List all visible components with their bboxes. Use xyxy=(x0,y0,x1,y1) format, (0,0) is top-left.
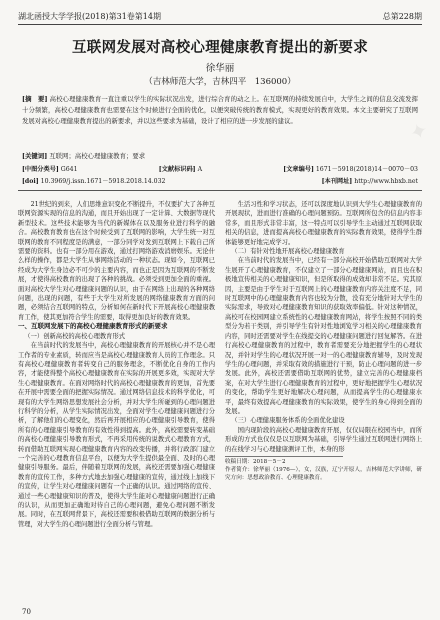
subsection-heading-1: （一）创新高校的高校心理教育形式 xyxy=(24,332,126,340)
author-affiliation: （吉林师范大学，吉林四平 136000） xyxy=(144,77,296,87)
abstract-text: 高校心理健康教育一直注重以学生的实际状况出发，进行综合育的动之上。在互联网的持续发展自中，大学生之间的信息交流发挥十分频繁，高校心理健康教育也需要在这个时候进行全面的优化，以便突破传统的教育模式，实现更好的教育效果。本文主要研究了互联网发展对高校心理健康教育提出的新要求，并以这些要求为基础，设计了相应的进一步发展的建议。 xyxy=(22,95,418,125)
doc-code: [文献标识码] A xyxy=(158,166,203,173)
clc-code: [中图分类号] G641 xyxy=(22,166,78,173)
subsection-heading-3: （三）心理健康服务体系的全面优化建设 xyxy=(231,417,345,425)
body-columns xyxy=(18,200,422,602)
page-number: 70 xyxy=(22,608,31,616)
doi-row xyxy=(22,176,418,185)
body-paragraph: 在当前时代的发展当中，已经有一部分高校开始借助互联网对大学生展开了心理健康教育，不仅建立了一部分心理健康网站，而且也在积极地宣传相关的心理健康知识，但是所取得的成效却非常不足。究其原因，主要是由于学生对于互联网上的心理健康教育内容关注度不足，同时互联网中的心理健康教育内容也较为分散，没有充分地针对大学生的实际需求，导致对心理健康教育知识的获取效率偏低。针对这种情况，高校可在校园网建立系统性的心理健康教育网站，将学生按照不同的类型分为若干类别，并引导学生有针对性地浏览学习相关的心理健康教育内容，同时还需要对学生在线提交的心理健康问题进行回复解答。在进行高校心理健康教育的过程中，教育者需要充分地把握学生的心理状况，并针对学生的心理状况开展一对一的心理健康教育辅导，及时发现学生的心理问题，并采取有效的措施进行干预，防止心理问题的进一步发展。此外，高校还需要借助互联网的优势，建立完善的心理健康档案，在对大学生进行心理健康教育的过程中，更好地把握学生心理状况的变化，帮助学生更好地解决心理问题，从而提高学生的心理健康水平，最终有效提高心理健康教育的实际效果，使学生的身心得到全面的发展。 xyxy=(225,257,422,415)
doi: [doi] 10.3969/j.issn.1671－5918.2018.14.032 xyxy=(22,178,166,185)
article-title: 互联网发展对高校心理健康教育提出的新要求 xyxy=(72,39,368,56)
footnote-received: 收稿日期：2018－5－2 xyxy=(225,458,286,465)
footnote-divider xyxy=(225,456,343,457)
body-paragraph: 国内现阶段的高校心理健康教育开展，仅仅局限在校园当中，而所形成的方式也仅仅是以互联网为基础，引导学生通过互联网进行网络上的在线学习与心理健康测评工作，本身的形 xyxy=(225,426,422,453)
footnote-author: 作者简介：徐华丽（1976—），女，汉族，辽宁开原人，吉林师范大学讲师，研究方向：思想政治教育、心理健康教育。 xyxy=(225,467,422,482)
keywords xyxy=(22,151,418,160)
abstract-label: [摘 要] xyxy=(22,95,48,103)
keywords-text: 互联网；高校心理健康教育；要求 xyxy=(49,152,146,160)
running-header xyxy=(18,8,422,25)
right-column xyxy=(225,200,422,602)
journal-url[interactable]: [本刊网址] http://www.hbxb.net xyxy=(321,178,418,185)
section-divider xyxy=(18,190,422,191)
section-heading-1: 一、互联网发展下的高校心理健康教育形式的新要求 xyxy=(18,322,168,331)
author-name: 徐华丽 xyxy=(205,63,235,74)
body-paragraph: 生活习性和学习状态，还可以深度地认识到大学生心理健康教育的开展现状，进而进行准确的心理问题预防。互联网所包含的信息内容非常多，而且形式非常丰富，这一特点可以引导学生主动通过互联网获取相关的信息，进而提高高校心理健康教育的实际教育效果，使得学生群体能够更好地完成学习。 xyxy=(225,201,422,246)
abstract xyxy=(22,94,418,126)
watermark: ✦ xyxy=(405,117,432,148)
left-column xyxy=(18,200,215,602)
subsection-heading-2: （二）有针对性地开展高校心理健康教育 xyxy=(231,248,345,256)
header-issue: 总第228期 xyxy=(382,11,422,21)
classification-row xyxy=(22,164,418,173)
article-number: [文章编号] 1671－5918(2018)14－0070－03 xyxy=(283,166,418,173)
body-paragraph: 在当前时代的发展当中，高校心理健康教育的开展核心并不是心理工作者的专业素质，转而应当是高校心理健康教育人员的工作理念。只有高校心理健康教育者转变自己的服务理念，不断优化自身的工作内容，才能使得整个高校心理健康教育在实际的开展更多效，实现对大学生心理健康教育。在面对网络时代的高校心理健康教育的更加，首先要在开展中需要全面的把握实际情况。通过网络信息技术的科学优化，可现有的大学生网络思想发展社会分析，并对大学生所碰到的心理问题进行科学的分析，从学生实际情况出发，全面对学生心理健康问题进行分析，了解他们的心理变化，然后再开展相应的心理健康引导教育，使得所有的心理健康引导教育的有效性得到提高。此外，高校需要转变基础的高校心理健康引导教育形式，不再采用传统的说教式心理教育方式，转而借助互联网实现心理健康教育内容的改变传播，并将行政部门建立一个完善的心理教育信息平台，以便为大学生提供最全面、及时的心理健康引导服务。最后，伴随着互联网的发展，高校还需要加强心理健康教育的宣传工作，多种方式地去加强心理健康的宣传，通过线上加线下的宣传，让学生对心理健康问题有一个正确的认识。通过网络的宣传、通过一些心理健康知识的普及，使得大学生能对心理健康问题进行正确的认识，从而更加正确地对待自己的心理问题，避免心理问题不断发展。同时，在互联网背景下，高校还需要积极借助互联网的数据分析与管理，对大学生的心理问题进行全面分析与管理。 xyxy=(18,342,215,528)
intro-paragraph: 21世纪的到来，人们思维意识变化不断提升，不仅要扩大了各种互联网资源实现的信息的沟通，而且开始出现了一定计算、大数据等现代新型技术。这些技术能够为当代的新媒体在以及服务业进行科学的融合。高校教育教育也在这个时候受到了互联网的影响，大学生统一对互联网的教育不同程度是的满意，一部分同学对发到互联网上下载自己所需要的资料。也有一部分用在游戏，通过打网络游戏消磨娱乐。无论什么样的操作，都是大学生从事网络活动的一种状态。现如今，互联网已经成为大学生身边必不可少的主要内容，而也正是因为互联网的不断发展，才使得高校教育的出现了各种的挑战。必须受到更加全面的重视。面对高校大学生对心理健康问题的认识，由于在网络上出现的各种网络问题，出现的问题，有些于大学生对所发展的网络健康教育方面的问题，必须结合互联网的特点，分析如何在新时代下开展高校心理健康教育工作，使其更加符合学生的需要，取得更加良好的教育效果。 xyxy=(18,201,215,321)
keywords-label: [关键词] xyxy=(22,152,48,160)
header-journal: 湖北函授大学学报(2018)第31卷第14期 xyxy=(18,11,161,21)
